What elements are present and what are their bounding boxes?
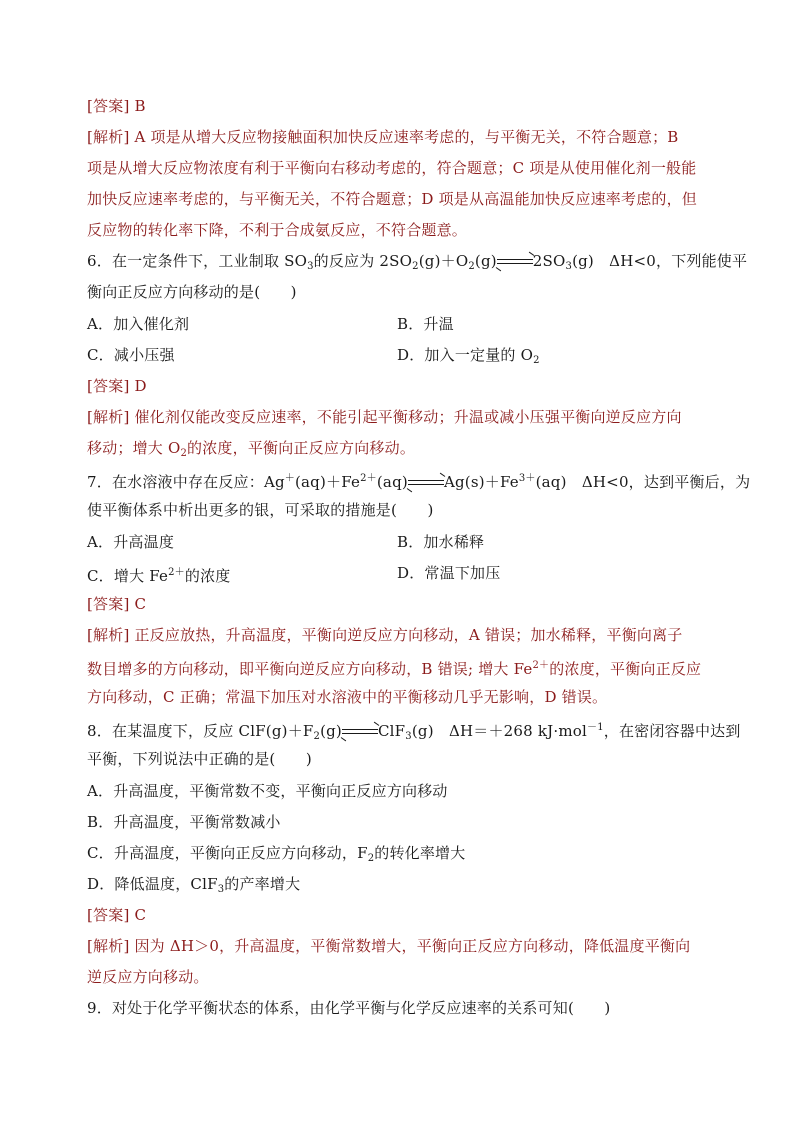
q8-analysis-line-1: [解析] 因为 ΔH＞0，升高温度，平衡常数增大，平衡向正反应方向移动，降低温度平衡向	[87, 937, 691, 955]
q8-analysis-line-2: 逆反应方向移动。	[87, 968, 209, 986]
q6-stem-line-2: 衡向正反应方向移动的是( )	[87, 283, 297, 301]
q8-stem-line-2: 平衡，下列说法中正确的是( )	[87, 750, 312, 768]
q7-analysis-line-1: [解析] 正反应放热，升高温度，平衡向逆反应方向移动，A 错误；加水稀释，平衡向离子	[87, 626, 683, 644]
q6-option-a: A．加入催化剂	[87, 315, 190, 333]
q7-option-d: D．常温下加压	[397, 564, 501, 582]
q7-option-c: C．增大 $Fe^{2+}$的浓度	[87, 567, 231, 585]
q5-analysis-label: [解析]	[87, 128, 130, 146]
q6-option-d: D．加入一定量的 $O_2$	[397, 346, 540, 366]
q5-answer: [答案] B	[87, 97, 146, 115]
q7-options-row-1	[87, 532, 485, 552]
q6-option-c: C．减小压强	[87, 346, 175, 364]
q5-analysis-line-4: 反应物的转化率下降，不利于合成氨反应，不符合题意。	[87, 221, 468, 239]
equilibrium-arrow-icon	[497, 256, 533, 268]
q6-analysis-line-2: 移动；增大 $O_2$的浓度，平衡向正反应方向移动。	[87, 439, 416, 459]
q8-answer: [答案] C	[87, 906, 147, 924]
q8-option-d: D．降低温度，ClF$_3$的产率增大	[87, 875, 301, 895]
q9-stem-line-1: 9．对处于化学平衡状态的体系，由化学平衡与化学反应速率的关系可知( )	[87, 999, 611, 1017]
q8-option-a: A．升高温度，平衡常数不变，平衡向正反应方向移动	[87, 782, 448, 800]
q7-option-a: A．升高温度	[87, 533, 175, 551]
q5-analysis-line-2: 项是从增大反应物浓度有利于平衡向右移动考虑的，符合题意；C 项是从使用催化剂一般能	[87, 159, 697, 177]
q8-analysis-label: [解析]	[87, 937, 130, 955]
q7-analysis-line-2: 数目增多的方向移动，即平衡向逆反应方向移动，B 错误; 增大 $Fe^{2+}$的浓度，平衡向正反应	[87, 660, 702, 678]
equilibrium-arrow-icon	[342, 726, 378, 738]
q6-options-row-1	[87, 314, 454, 334]
q6-stem-line-1: 6．在一定条件下，工业制取 $SO_3$的反应为 $2SO_2(g)+O_2(g)$ $2SO_3(g)$ ΔH<0，下列能使平	[87, 252, 748, 272]
q7-analysis-line-3: 方向移动，C 正确；常温下加压对水溶液中的平衡移动几乎无影响，D 错误。	[87, 688, 608, 706]
q7-option-b: B．加水稀释	[397, 533, 485, 551]
q7-options-row-2	[87, 563, 501, 586]
q8-option-c: C．升高温度，平衡向正反应方向移动，$F_2$的转化率增大	[87, 844, 466, 864]
q7-stem-line-2: 使平衡体系中析出更多的银，可采取的措施是( )	[87, 501, 434, 519]
q6-options-row-2	[87, 345, 540, 366]
q7-answer: [答案] C	[87, 595, 147, 613]
q8-stem-line-1: 8．在某温度下，反应 $ClF(g)+F_2(g)$ ClF$_3$(g) ΔH＝＋268 kJ·mol$^{-1}$，在密闭容器中达到	[87, 722, 741, 742]
q7-analysis-label: [解析]	[87, 626, 130, 644]
q7-stem-line-1: 7．在水溶液中存在反应：$Ag^+(aq)+Fe^{2+}(aq)$ $Ag(s)+Fe^{3+}(aq)$ ΔH<0，达到平衡后，为	[87, 473, 751, 491]
equilibrium-arrow-icon	[408, 477, 444, 489]
q6-answer: [答案] D	[87, 377, 147, 395]
q5-analysis-line-3: 加快反应速率考虑的，与平衡无关，不符合题意；D 项是从高温能加快反应速率考虑的，但	[87, 190, 697, 208]
q6-analysis-label: [解析]	[87, 408, 130, 426]
q6-analysis-line-1: [解析] 催化剂仅能改变反应速率，不能引起平衡移动；升温或减小压强平衡向逆反应方向	[87, 408, 682, 426]
q6-option-b: B．升温	[397, 315, 454, 333]
q5-analysis-line-1: [解析] A 项是从增大反应物接触面积加快反应速率考虑的，与平衡无关，不符合题意；B	[87, 128, 679, 146]
q8-option-b: B．升高温度，平衡常数减小	[87, 813, 281, 831]
